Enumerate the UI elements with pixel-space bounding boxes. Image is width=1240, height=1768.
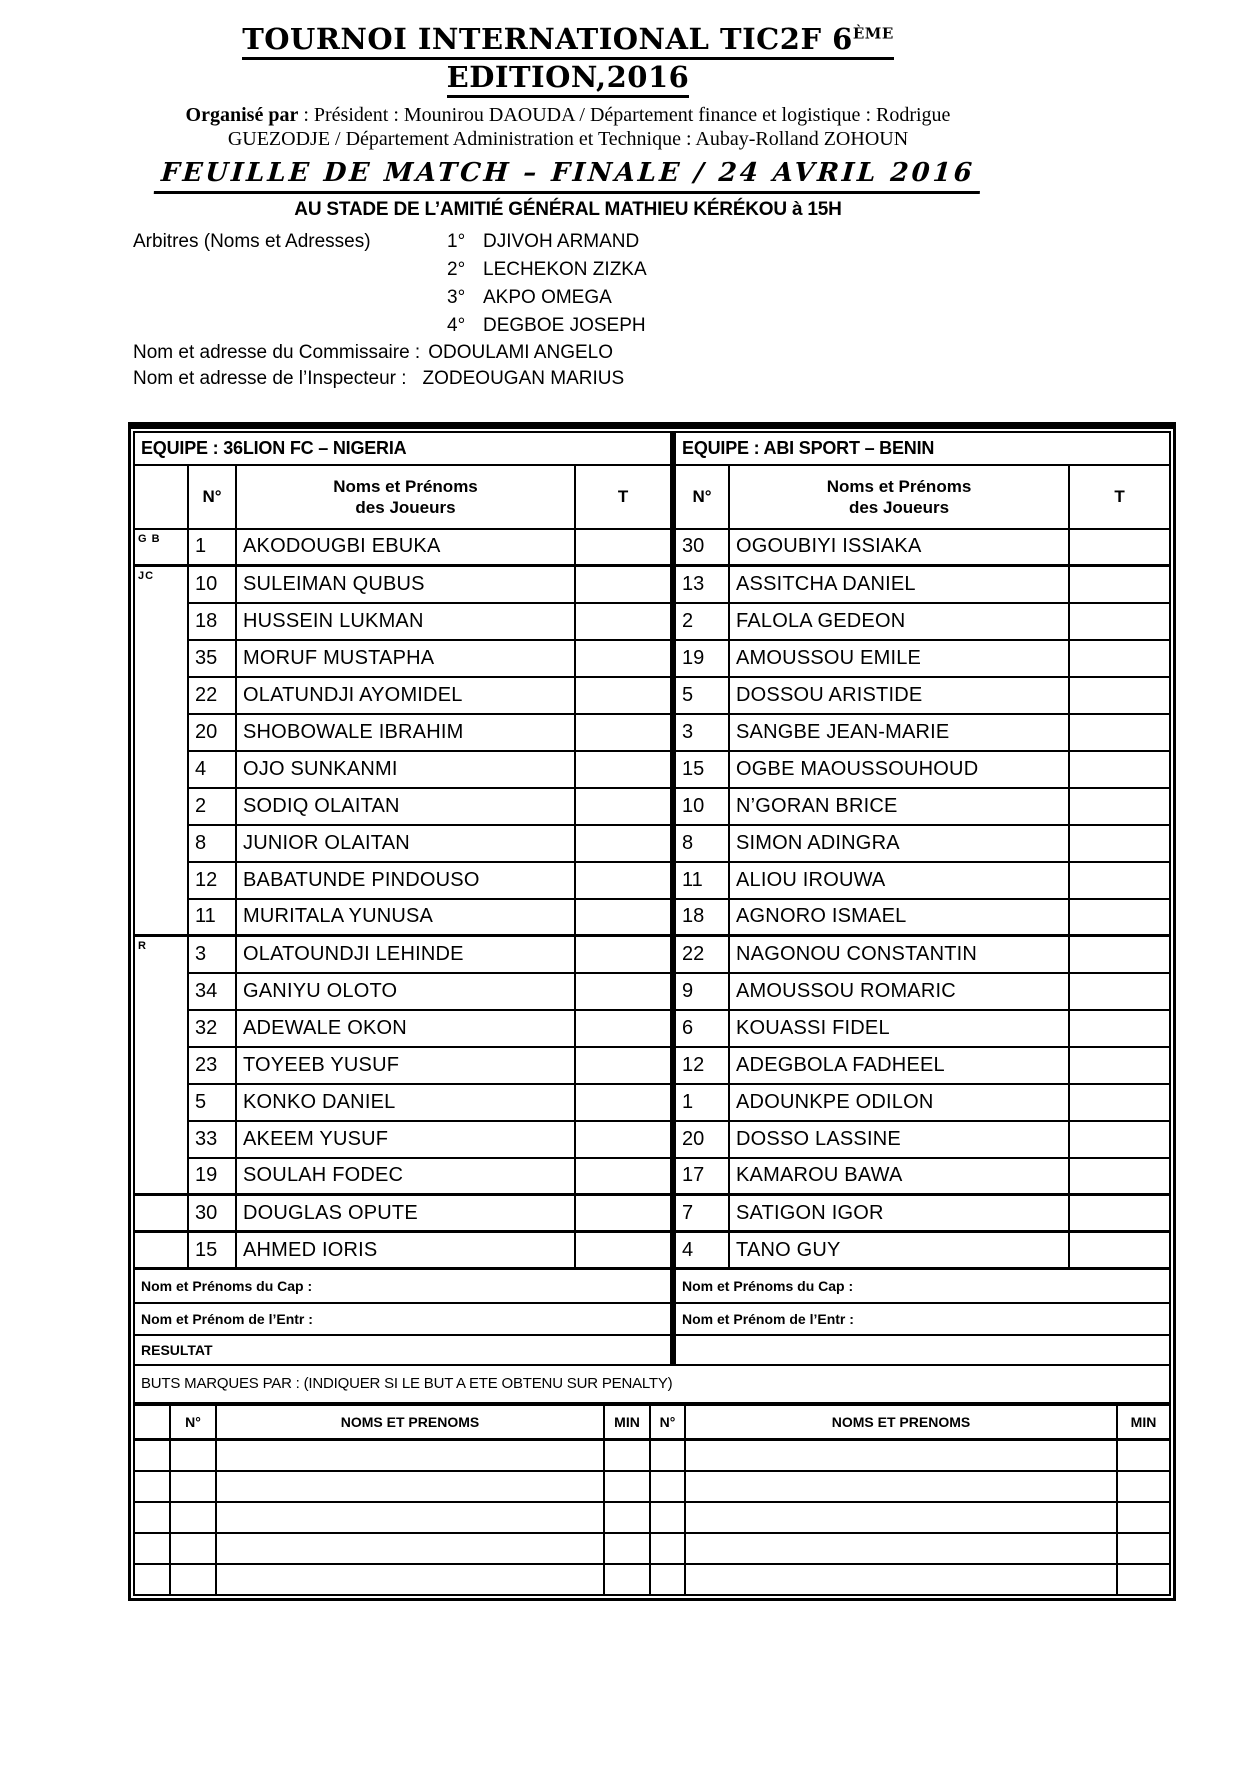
t-cell-right <box>1069 1232 1170 1269</box>
organised-by-text: : Président : Mounirou DAOUDA / Département finance et logistique : Rodrigue GUEZODJE / Département Administration et Technique : Aubay-Rolland ZOHOUN <box>227 103 951 150</box>
goals-number-header-right: N° <box>650 1405 685 1440</box>
commissaire-line <box>116 340 1020 366</box>
player-row <box>134 640 1170 677</box>
player-number-left: 23 <box>188 1047 236 1084</box>
goals-min-header-right: MIN <box>1117 1405 1170 1440</box>
player-row <box>134 1047 1170 1084</box>
player-row <box>134 751 1170 788</box>
commissaire-value: ODOULAMI ANGELO <box>428 341 613 363</box>
goals-spacer-cell <box>134 1471 170 1502</box>
player-position-group: JC <box>134 566 188 936</box>
captain-label-left: Nom et Prénoms du Cap : <box>134 1269 673 1303</box>
player-number-right: 1 <box>673 1084 729 1121</box>
t-cell-left <box>575 1158 673 1195</box>
player-name-left: GANIYU OLOTO <box>236 973 575 1010</box>
goal-minute-right <box>1117 1440 1170 1471</box>
t-cell-right <box>1069 529 1170 566</box>
player-row <box>134 1121 1170 1158</box>
t-cell-right <box>1069 714 1170 751</box>
t-cell-left <box>575 825 673 862</box>
player-row <box>134 603 1170 640</box>
goals-section-label: BUTS MARQUES PAR : (INDIQUER SI LE BUT A ETE OBTENU SUR PENALTY) <box>134 1365 1170 1403</box>
page-title <box>116 14 1020 96</box>
inspecteur-line <box>116 366 1020 392</box>
player-name-right: FALOLA GEDEON <box>729 603 1069 640</box>
t-cell-left <box>575 751 673 788</box>
referees-list <box>447 228 647 340</box>
t-cell-right <box>1069 1195 1170 1232</box>
match-title: FEUILLE DE MATCH – FINALE / 24 AVRIL 2016 <box>116 158 1020 194</box>
player-name-right: SIMON ADINGRA <box>729 825 1069 862</box>
player-row <box>134 566 1170 603</box>
t-cell-left <box>575 640 673 677</box>
player-name-left: OJO SUNKANMI <box>236 751 575 788</box>
coach-label-right: Nom et Prénom de l’Entr : <box>673 1303 1170 1335</box>
goals-names-header-right: NOMS ET PRENOMS <box>685 1405 1117 1440</box>
t-cell-left <box>575 603 673 640</box>
goals-header-row <box>134 1405 1170 1440</box>
t-cell-left <box>575 1010 673 1047</box>
names-column-header-left: Noms et Prénoms des Joueurs <box>236 465 575 529</box>
t-cell-left <box>575 899 673 936</box>
t-cell-right <box>1069 973 1170 1010</box>
coach-row <box>134 1303 1170 1335</box>
t-cell-right <box>1069 566 1170 603</box>
t-cell-left <box>575 788 673 825</box>
inspecteur-label: Nom et adresse de l’Inspecteur : <box>133 367 407 389</box>
player-name-left: MURITALA YUNUSA <box>236 899 575 936</box>
player-number-left: 33 <box>188 1121 236 1158</box>
player-name-right: KAMAROU BAWA <box>729 1158 1069 1195</box>
player-name-left: OLATUNDJI AYOMIDEL <box>236 677 575 714</box>
t-cell-right <box>1069 1047 1170 1084</box>
player-name-right: DOSSO LASSINE <box>729 1121 1069 1158</box>
player-row <box>134 1195 1170 1232</box>
player-name-right: AGNORO ISMAEL <box>729 899 1069 936</box>
t-cell-left <box>575 862 673 899</box>
player-number-right: 19 <box>673 640 729 677</box>
goals-min-header-left: MIN <box>604 1405 650 1440</box>
player-name-right: SANGBE JEAN-MARIE <box>729 714 1069 751</box>
player-number-left: 18 <box>188 603 236 640</box>
goals-spacer-column <box>134 1405 170 1440</box>
player-number-left: 22 <box>188 677 236 714</box>
referee-name: AKPO OMEGA <box>483 286 612 308</box>
player-row <box>134 825 1170 862</box>
player-name-right: AMOUSSOU ROMARIC <box>729 973 1069 1010</box>
player-number-right: 8 <box>673 825 729 862</box>
player-number-left: 10 <box>188 566 236 603</box>
t-cell-right <box>1069 899 1170 936</box>
referee-number: 3° <box>447 286 466 308</box>
goal-number-right <box>650 1471 685 1502</box>
player-row <box>134 1232 1170 1269</box>
referees-block <box>116 228 1020 340</box>
organised-by-label: Organisé par <box>185 103 299 126</box>
goal-scorer-left <box>216 1564 604 1595</box>
player-number-right: 17 <box>673 1158 729 1195</box>
player-number-left: 11 <box>188 899 236 936</box>
venue-line: AU STADE DE L’AMITIÉ GÉNÉRAL MATHIEU KÉRÉKOU à 15H <box>294 198 842 220</box>
organisers-line <box>138 103 998 151</box>
player-row <box>134 1084 1170 1121</box>
goal-scorer-right <box>685 1502 1117 1533</box>
player-number-right: 11 <box>673 862 729 899</box>
player-name-left: JUNIOR OLAITAN <box>236 825 575 862</box>
t-cell-right <box>1069 1010 1170 1047</box>
goal-number-right <box>650 1440 685 1471</box>
captain-label-right: Nom et Prénoms du Cap : <box>673 1269 1170 1303</box>
goal-minute-left <box>604 1440 650 1471</box>
goal-scorer-left <box>216 1502 604 1533</box>
t-cell-left <box>575 973 673 1010</box>
player-number-right: 20 <box>673 1121 729 1158</box>
goal-minute-right <box>1117 1533 1170 1564</box>
t-cell-left <box>575 1121 673 1158</box>
t-cell-left <box>575 677 673 714</box>
goal-entry-row <box>134 1440 1170 1471</box>
player-number-right: 4 <box>673 1232 729 1269</box>
goal-number-right <box>650 1564 685 1595</box>
player-name-left: HUSSEIN LUKMAN <box>236 603 575 640</box>
player-row <box>134 529 1170 566</box>
result-value-cell <box>673 1335 1170 1365</box>
goal-minute-left <box>604 1533 650 1564</box>
player-number-left: 34 <box>188 973 236 1010</box>
player-row <box>134 1010 1170 1047</box>
team-header-row <box>134 432 1170 465</box>
column-header-row <box>134 465 1170 529</box>
player-name-right: OGOUBIYI ISSIAKA <box>729 529 1069 566</box>
player-row <box>134 1158 1170 1195</box>
player-name-right: ADOUNKPE ODILON <box>729 1084 1069 1121</box>
t-column-header-right: T <box>1069 465 1170 529</box>
coach-label-left: Nom et Prénom de l’Entr : <box>134 1303 673 1335</box>
referee-name: DEGBOE JOSEPH <box>483 314 646 336</box>
t-cell-right <box>1069 603 1170 640</box>
t-cell-right <box>1069 862 1170 899</box>
player-name-right: ASSITCHA DANIEL <box>729 566 1069 603</box>
player-name-right: NAGONOU CONSTANTIN <box>729 936 1069 973</box>
t-cell-left <box>575 1195 673 1232</box>
referee-item <box>447 284 647 312</box>
result-row <box>134 1335 1170 1365</box>
player-name-left: TOYEEB YUSUF <box>236 1047 575 1084</box>
player-name-right: SATIGON IGOR <box>729 1195 1069 1232</box>
goals-spacer-cell <box>134 1440 170 1471</box>
t-cell-left <box>575 1047 673 1084</box>
player-number-right: 30 <box>673 529 729 566</box>
player-number-right: 22 <box>673 936 729 973</box>
rosters-table <box>133 431 1171 1404</box>
goal-scorer-left <box>216 1533 604 1564</box>
t-cell-right <box>1069 751 1170 788</box>
player-number-right: 18 <box>673 899 729 936</box>
t-cell-right <box>1069 677 1170 714</box>
goal-scorer-right <box>685 1440 1117 1471</box>
names-column-header-right: Noms et Prénoms des Joueurs <box>729 465 1069 529</box>
player-number-right: 6 <box>673 1010 729 1047</box>
t-cell-right <box>1069 788 1170 825</box>
goals-table <box>133 1404 1171 1596</box>
captain-row <box>134 1269 1170 1303</box>
goal-scorer-left <box>216 1440 604 1471</box>
t-cell-right <box>1069 936 1170 973</box>
player-number-left: 19 <box>188 1158 236 1195</box>
goal-number-left <box>170 1533 216 1564</box>
document-header <box>116 14 1020 392</box>
match-sheet-page <box>0 14 1240 1601</box>
inspecteur-value: ZODEOUGAN MARIUS <box>422 367 625 389</box>
goal-minute-right <box>1117 1471 1170 1502</box>
player-row <box>134 973 1170 1010</box>
player-row <box>134 788 1170 825</box>
player-name-left: AKODOUGBI EBUKA <box>236 529 575 566</box>
goal-scorer-right <box>685 1533 1117 1564</box>
referee-item <box>447 312 647 340</box>
referees-label: Arbitres (Noms et Adresses) <box>133 230 371 252</box>
player-number-left: 35 <box>188 640 236 677</box>
player-position-group <box>134 1232 188 1269</box>
player-number-left: 32 <box>188 1010 236 1047</box>
goal-minute-right <box>1117 1564 1170 1595</box>
goals-spacer-cell <box>134 1502 170 1533</box>
goals-spacer-cell <box>134 1564 170 1595</box>
referee-name: DJIVOH ARMAND <box>483 230 640 252</box>
goal-entry-row <box>134 1564 1170 1595</box>
player-name-right: N’GORAN BRICE <box>729 788 1069 825</box>
t-cell-right <box>1069 825 1170 862</box>
player-number-right: 15 <box>673 751 729 788</box>
t-cell-left <box>575 566 673 603</box>
player-name-left: SULEIMAN QUBUS <box>236 566 575 603</box>
player-number-right: 9 <box>673 973 729 1010</box>
player-row <box>134 677 1170 714</box>
player-number-left: 2 <box>188 788 236 825</box>
player-row <box>134 862 1170 899</box>
player-row <box>134 714 1170 751</box>
player-name-left: AKEEM YUSUF <box>236 1121 575 1158</box>
goal-number-left <box>170 1471 216 1502</box>
player-name-left: OLATOUNDJI LEHINDE <box>236 936 575 973</box>
team-name-left: EQUIPE : 36LION FC – NIGERIA <box>134 432 673 465</box>
player-number-right: 3 <box>673 714 729 751</box>
goal-number-right <box>650 1533 685 1564</box>
goal-entry-row <box>134 1502 1170 1533</box>
goal-scorer-right <box>685 1471 1117 1502</box>
goal-number-left <box>170 1564 216 1595</box>
player-position-group: R <box>134 936 188 1195</box>
goals-names-header-left: NOMS ET PRENOMS <box>216 1405 604 1440</box>
player-number-left: 12 <box>188 862 236 899</box>
team-name-right: EQUIPE : ABI SPORT – BENIN <box>673 432 1170 465</box>
referee-item <box>447 256 647 284</box>
referee-item <box>447 228 647 256</box>
player-number-right: 2 <box>673 603 729 640</box>
title-text-end: EDITION,2016 <box>446 59 690 94</box>
player-row <box>134 936 1170 973</box>
player-name-left: MORUF MUSTAPHA <box>236 640 575 677</box>
match-sheet-table-frame <box>128 422 1176 1601</box>
goals-number-header-left: N° <box>170 1405 216 1440</box>
goal-number-right <box>650 1502 685 1533</box>
player-name-right: TANO GUY <box>729 1232 1069 1269</box>
position-column-header <box>134 465 188 529</box>
player-name-right: ADEGBOLA FADHEEL <box>729 1047 1069 1084</box>
player-number-right: 12 <box>673 1047 729 1084</box>
goals-section-row <box>134 1365 1170 1403</box>
t-cell-left <box>575 1232 673 1269</box>
player-name-right: KOUASSI FIDEL <box>729 1010 1069 1047</box>
goal-number-left <box>170 1440 216 1471</box>
goal-entry-row <box>134 1471 1170 1502</box>
player-name-left: DOUGLAS OPUTE <box>236 1195 575 1232</box>
goals-spacer-cell <box>134 1533 170 1564</box>
goal-scorer-right <box>685 1564 1117 1595</box>
goal-minute-left <box>604 1502 650 1533</box>
referee-number: 2° <box>447 258 466 280</box>
player-name-left: KONKO DANIEL <box>236 1084 575 1121</box>
t-cell-left <box>575 529 673 566</box>
goal-scorer-left <box>216 1471 604 1502</box>
player-number-left: 30 <box>188 1195 236 1232</box>
player-number-left: 15 <box>188 1232 236 1269</box>
player-number-left: 20 <box>188 714 236 751</box>
player-position-group <box>134 1195 188 1232</box>
referee-number: 4° <box>447 314 466 336</box>
commissaire-label: Nom et adresse du Commissaire : <box>133 341 421 363</box>
player-name-left: SODIQ OLAITAN <box>236 788 575 825</box>
player-name-left: SOULAH FODEC <box>236 1158 575 1195</box>
player-name-right: AMOUSSOU EMILE <box>729 640 1069 677</box>
referee-name: LECHEKON ZIZKA <box>483 258 647 280</box>
result-label: RESULTAT <box>134 1335 673 1365</box>
t-cell-right <box>1069 1084 1170 1121</box>
player-number-right: 7 <box>673 1195 729 1232</box>
t-column-header-left: T <box>575 465 673 529</box>
number-column-header-right: N° <box>673 465 729 529</box>
player-number-left: 4 <box>188 751 236 788</box>
goal-number-left <box>170 1502 216 1533</box>
title-text: TOURNOI INTERNATIONAL TIC2F 6 <box>242 21 853 56</box>
t-cell-right <box>1069 640 1170 677</box>
player-position-group: G B <box>134 529 188 566</box>
t-cell-left <box>575 714 673 751</box>
player-number-left: 8 <box>188 825 236 862</box>
player-number-left: 1 <box>188 529 236 566</box>
goal-minute-left <box>604 1471 650 1502</box>
player-number-right: 10 <box>673 788 729 825</box>
number-column-header-left: N° <box>188 465 236 529</box>
goal-entry-row <box>134 1533 1170 1564</box>
player-name-right: OGBE MAOUSSOUHOUD <box>729 751 1069 788</box>
player-name-left: AHMED IORIS <box>236 1232 575 1269</box>
referee-number: 1° <box>447 230 466 252</box>
player-name-right: ALIOU IROUWA <box>729 862 1069 899</box>
player-name-left: BABATUNDE PINDOUSO <box>236 862 575 899</box>
player-number-right: 13 <box>673 566 729 603</box>
player-number-right: 5 <box>673 677 729 714</box>
title-superscript: ÈME <box>852 24 894 42</box>
goal-minute-right <box>1117 1502 1170 1533</box>
t-cell-right <box>1069 1121 1170 1158</box>
player-row <box>134 899 1170 936</box>
player-name-left: SHOBOWALE IBRAHIM <box>236 714 575 751</box>
t-cell-right <box>1069 1158 1170 1195</box>
goal-minute-left <box>604 1564 650 1595</box>
player-name-right: DOSSOU ARISTIDE <box>729 677 1069 714</box>
player-number-left: 3 <box>188 936 236 973</box>
player-number-left: 5 <box>188 1084 236 1121</box>
player-name-left: ADEWALE OKON <box>236 1010 575 1047</box>
t-cell-left <box>575 936 673 973</box>
t-cell-left <box>575 1084 673 1121</box>
